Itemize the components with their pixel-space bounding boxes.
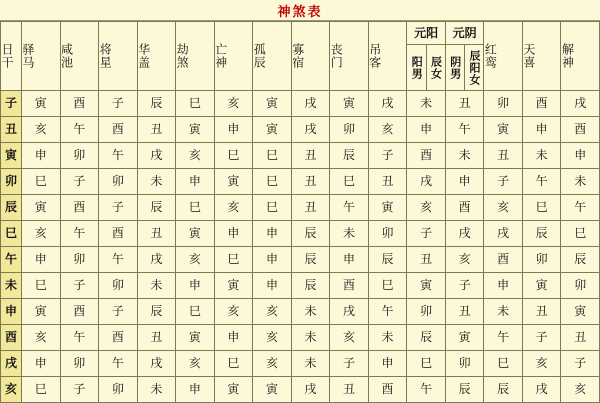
- table-cell: 辰: [291, 273, 330, 299]
- table-header: [1, 22, 600, 91]
- table-cell: 寅: [330, 91, 369, 117]
- table-cell: 亥: [253, 325, 292, 351]
- table-cell: 申: [522, 117, 561, 143]
- column-header-yuanyang: [407, 22, 446, 91]
- column-header-rowhdr: [1, 22, 22, 91]
- table-cell: 亥: [445, 247, 484, 273]
- table-cell: 卯: [99, 377, 138, 403]
- table-cell: 亥: [368, 117, 407, 143]
- table-cell: 丑: [137, 221, 176, 247]
- table-cell: 卯: [445, 351, 484, 377]
- table-cell: 酉: [99, 117, 138, 143]
- table-header-row: [1, 22, 600, 91]
- table-cell: 亥: [214, 195, 253, 221]
- column-header-jiesha: [176, 22, 215, 91]
- table-cell: 卯: [99, 273, 138, 299]
- table-cell: 戌: [330, 299, 369, 325]
- column-header-rowhdr-label: 日干: [0, 43, 14, 69]
- table-cell: 戌: [291, 377, 330, 403]
- column-header-yuanyang-label: 元阳: [407, 22, 445, 45]
- table-cell: 丑: [291, 143, 330, 169]
- table-cell: 亥: [22, 117, 61, 143]
- row-header: 午: [1, 247, 22, 273]
- table-cell: 子: [99, 195, 138, 221]
- table-cell: 丑: [484, 143, 523, 169]
- column-header-yima: [22, 22, 61, 91]
- table-row: [1, 273, 600, 299]
- row-header: 戌: [1, 351, 22, 377]
- table-cell: 亥: [214, 299, 253, 325]
- column-header-yima-label: 驿马: [21, 43, 35, 69]
- table-cell: 巳: [22, 273, 61, 299]
- table-cell: 亥: [522, 351, 561, 377]
- row-header: 寅: [1, 143, 22, 169]
- table-cell: 辰: [522, 221, 561, 247]
- table-body: [1, 91, 600, 403]
- table-cell: 未: [561, 169, 600, 195]
- table-row: [1, 117, 600, 143]
- table-cell: 未: [330, 221, 369, 247]
- row-header: 未: [1, 273, 22, 299]
- shensha-table: [0, 21, 600, 403]
- column-header-sangmen-label: 丧门: [329, 43, 344, 69]
- table-cell: 未: [291, 299, 330, 325]
- table-cell: 寅: [214, 169, 253, 195]
- table-cell: 辰: [291, 247, 330, 273]
- table-cell: 辰: [368, 247, 407, 273]
- table-cell: 酉: [561, 117, 600, 143]
- table-cell: 申: [176, 169, 215, 195]
- table-cell: 戌: [291, 91, 330, 117]
- table-cell: 午: [484, 325, 523, 351]
- table-cell: 未: [368, 325, 407, 351]
- table-cell: 酉: [407, 143, 446, 169]
- table-cell: 丑: [445, 91, 484, 117]
- row-header: 丑: [1, 117, 22, 143]
- column-header-yuanyang-sub-male: 阳男: [410, 55, 424, 80]
- column-header-yuanyang-sub: [407, 45, 445, 90]
- table-cell: 丑: [407, 247, 446, 273]
- column-header-guasu-label: 寡宿: [290, 43, 305, 69]
- table-cell: 戌: [291, 117, 330, 143]
- table-cell: 午: [60, 221, 99, 247]
- table-cell: 辰: [407, 325, 446, 351]
- table-row: [1, 377, 600, 403]
- table-cell: 午: [60, 325, 99, 351]
- column-header-guchen: [253, 22, 292, 91]
- table-cell: 子: [60, 169, 99, 195]
- table-cell: 子: [330, 351, 369, 377]
- table-cell: 午: [522, 169, 561, 195]
- table-cell: 辰: [137, 195, 176, 221]
- table-cell: 卯: [522, 247, 561, 273]
- column-header-wangshen: [214, 22, 253, 91]
- table-cell: 卯: [60, 351, 99, 377]
- table-cell: 亥: [22, 325, 61, 351]
- column-header-jieshen-label: 解神: [560, 43, 575, 69]
- table-cell: 寅: [22, 195, 61, 221]
- table-cell: 申: [214, 325, 253, 351]
- column-header-guchen-label: 孤辰: [252, 43, 267, 69]
- column-header-hongluan-label: 红鸾: [483, 43, 498, 69]
- table-cell: 辰: [291, 221, 330, 247]
- column-header-jiangxing: [99, 22, 138, 91]
- table-cell: 未: [291, 351, 330, 377]
- table-cell: 酉: [330, 273, 369, 299]
- column-header-yuanyin-label: 元阴: [446, 22, 484, 45]
- table-cell: 未: [291, 325, 330, 351]
- table-cell: 戌: [137, 143, 176, 169]
- column-header-diaoke-label: 吊客: [367, 43, 382, 69]
- table-cell: 寅: [176, 325, 215, 351]
- table-cell: 子: [522, 325, 561, 351]
- table-row: [1, 221, 600, 247]
- table-cell: 寅: [445, 325, 484, 351]
- table-cell: 酉: [522, 91, 561, 117]
- table-cell: 寅: [253, 91, 292, 117]
- table-cell: 巳: [176, 195, 215, 221]
- column-header-tianxi-label: 天喜: [521, 43, 536, 69]
- table-cell: 酉: [484, 247, 523, 273]
- table-cell: 午: [561, 195, 600, 221]
- table-cell: 寅: [22, 299, 61, 325]
- table-cell: 申: [22, 351, 61, 377]
- table-row: [1, 195, 600, 221]
- column-header-jiangxing-label: 将星: [98, 43, 113, 69]
- table-cell: 未: [137, 377, 176, 403]
- table-cell: 申: [253, 221, 292, 247]
- table-cell: 寅: [253, 377, 292, 403]
- table-cell: 酉: [445, 195, 484, 221]
- column-header-yuanyin-sub-female: 辰阳女: [464, 45, 483, 90]
- table-cell: 寅: [561, 299, 600, 325]
- table-cell: 巳: [407, 351, 446, 377]
- table-cell: 辰: [137, 299, 176, 325]
- table-cell: 子: [99, 91, 138, 117]
- table-cell: 辰: [330, 143, 369, 169]
- table-cell: 午: [99, 247, 138, 273]
- table-row: [1, 143, 600, 169]
- table-cell: 子: [368, 143, 407, 169]
- table-cell: 辰: [484, 377, 523, 403]
- column-header-huagai-label: 华盖: [136, 43, 151, 69]
- table-cell: 辰: [445, 377, 484, 403]
- column-header-jiesha-label: 劫煞: [175, 43, 190, 69]
- table-cell: 亥: [330, 325, 369, 351]
- table-cell: 亥: [253, 351, 292, 377]
- table-cell: 卯: [484, 91, 523, 117]
- table-cell: 寅: [368, 195, 407, 221]
- page-title-bar: [0, 0, 600, 21]
- table-cell: 戌: [484, 221, 523, 247]
- table-cell: 未: [137, 273, 176, 299]
- table-cell: 卯: [60, 247, 99, 273]
- table-cell: 卯: [60, 143, 99, 169]
- column-header-hongluan: [484, 22, 523, 91]
- table-cell: 酉: [60, 195, 99, 221]
- table-cell: 酉: [60, 91, 99, 117]
- table-cell: 亥: [407, 195, 446, 221]
- table-cell: 巳: [253, 169, 292, 195]
- table-cell: 巳: [368, 273, 407, 299]
- table-cell: 巳: [253, 195, 292, 221]
- table-cell: 申: [176, 273, 215, 299]
- row-header: 巳: [1, 221, 22, 247]
- table-cell: 未: [137, 169, 176, 195]
- table-cell: 亥: [561, 377, 600, 403]
- table-cell: 寅: [22, 91, 61, 117]
- table-cell: 午: [99, 143, 138, 169]
- table-cell: 未: [407, 91, 446, 117]
- table-cell: 戌: [137, 351, 176, 377]
- table-cell: 丑: [291, 169, 330, 195]
- table-cell: 巳: [176, 299, 215, 325]
- table-cell: 丑: [137, 117, 176, 143]
- table-cell: 申: [253, 247, 292, 273]
- table-cell: 辰: [561, 247, 600, 273]
- table-cell: 亥: [176, 247, 215, 273]
- table-cell: 子: [407, 221, 446, 247]
- table-cell: 未: [522, 143, 561, 169]
- table-cell: 午: [330, 195, 369, 221]
- row-header: 卯: [1, 169, 22, 195]
- table-cell: 丑: [368, 169, 407, 195]
- table-cell: 申: [176, 377, 215, 403]
- table-cell: 戌: [561, 91, 600, 117]
- row-header: 申: [1, 299, 22, 325]
- table-cell: 巳: [214, 351, 253, 377]
- table-cell: 子: [484, 169, 523, 195]
- table-cell: 戌: [522, 377, 561, 403]
- table-cell: 戌: [368, 91, 407, 117]
- table-row: [1, 91, 600, 117]
- table-cell: 申: [561, 143, 600, 169]
- table-cell: 丑: [330, 377, 369, 403]
- table-cell: 子: [60, 273, 99, 299]
- table-cell: 巳: [214, 143, 253, 169]
- table-cell: 申: [445, 169, 484, 195]
- table-cell: 申: [214, 221, 253, 247]
- table-cell: 亥: [253, 299, 292, 325]
- table-cell: 亥: [22, 221, 61, 247]
- column-header-tianxi: [522, 22, 561, 91]
- table-cell: 寅: [214, 273, 253, 299]
- row-header: 酉: [1, 325, 22, 351]
- table-row: [1, 325, 600, 351]
- table-cell: 卯: [368, 221, 407, 247]
- column-header-yuanyin: [445, 22, 484, 91]
- table-cell: 子: [99, 299, 138, 325]
- table-row: [1, 299, 600, 325]
- table-cell: 寅: [484, 117, 523, 143]
- table-cell: 辰: [137, 91, 176, 117]
- table-row: [1, 351, 600, 377]
- table-cell: 巳: [253, 143, 292, 169]
- table-cell: 酉: [99, 325, 138, 351]
- table-cell: 巳: [330, 169, 369, 195]
- table-cell: 子: [445, 273, 484, 299]
- table-cell: 卯: [330, 117, 369, 143]
- table-cell: 寅: [176, 117, 215, 143]
- column-header-wangshen-label: 亡神: [213, 43, 228, 69]
- column-header-huagai: [137, 22, 176, 91]
- table-cell: 巳: [22, 169, 61, 195]
- table-cell: 寅: [214, 377, 253, 403]
- row-header: 亥: [1, 377, 22, 403]
- table-cell: 申: [22, 143, 61, 169]
- table-cell: 巳: [22, 377, 61, 403]
- table-row: [1, 247, 600, 273]
- table-cell: 卯: [407, 299, 446, 325]
- table-cell: 午: [99, 351, 138, 377]
- table-cell: 卯: [99, 169, 138, 195]
- table-cell: 子: [561, 351, 600, 377]
- table-cell: 巳: [214, 247, 253, 273]
- table-cell: 寅: [522, 273, 561, 299]
- table-cell: 午: [445, 117, 484, 143]
- table-cell: 申: [214, 117, 253, 143]
- table-cell: 巳: [522, 195, 561, 221]
- table-cell: 寅: [253, 117, 292, 143]
- table-cell: 酉: [60, 299, 99, 325]
- table-cell: 巳: [561, 221, 600, 247]
- table-cell: 未: [445, 143, 484, 169]
- column-header-yuanyin-sub: [446, 45, 484, 90]
- table-cell: 丑: [445, 299, 484, 325]
- row-header: 子: [1, 91, 22, 117]
- table-cell: 午: [60, 117, 99, 143]
- table-cell: 丑: [522, 299, 561, 325]
- column-header-yuanyin-sub-male: 阴男: [448, 55, 462, 80]
- table-cell: 亥: [176, 351, 215, 377]
- table-cell: 未: [484, 299, 523, 325]
- row-header: 辰: [1, 195, 22, 221]
- table-cell: 寅: [407, 273, 446, 299]
- table-cell: 戌: [445, 221, 484, 247]
- column-header-xianchi-label: 咸池: [59, 43, 74, 69]
- table-cell: 申: [484, 273, 523, 299]
- column-header-xianchi: [60, 22, 99, 91]
- column-header-jieshen: [561, 22, 600, 91]
- page-title: 神煞表: [277, 4, 323, 20]
- table-cell: 午: [407, 377, 446, 403]
- table-cell: 申: [22, 247, 61, 273]
- table-cell: 申: [407, 117, 446, 143]
- table-cell: 亥: [176, 143, 215, 169]
- table-cell: 巳: [484, 351, 523, 377]
- table-cell: 酉: [368, 377, 407, 403]
- table-cell: 酉: [99, 221, 138, 247]
- table-cell: 子: [60, 377, 99, 403]
- table-cell: 丑: [291, 195, 330, 221]
- table-cell: 丑: [137, 325, 176, 351]
- table-cell: 寅: [176, 221, 215, 247]
- table-cell: 申: [368, 351, 407, 377]
- table-row: [1, 169, 600, 195]
- table-cell: 申: [253, 273, 292, 299]
- table-cell: 戌: [137, 247, 176, 273]
- table-cell: 午: [368, 299, 407, 325]
- table-cell: 戌: [407, 169, 446, 195]
- column-header-sangmen: [330, 22, 369, 91]
- table-cell: 卯: [561, 273, 600, 299]
- column-header-yuanyang-sub-female: 辰女: [426, 45, 445, 90]
- table-cell: 申: [330, 247, 369, 273]
- table-cell: 巳: [176, 91, 215, 117]
- column-header-guasu: [291, 22, 330, 91]
- table-cell: 亥: [484, 195, 523, 221]
- table-cell: 亥: [214, 91, 253, 117]
- column-header-diaoke: [368, 22, 407, 91]
- table-cell: 丑: [561, 325, 600, 351]
